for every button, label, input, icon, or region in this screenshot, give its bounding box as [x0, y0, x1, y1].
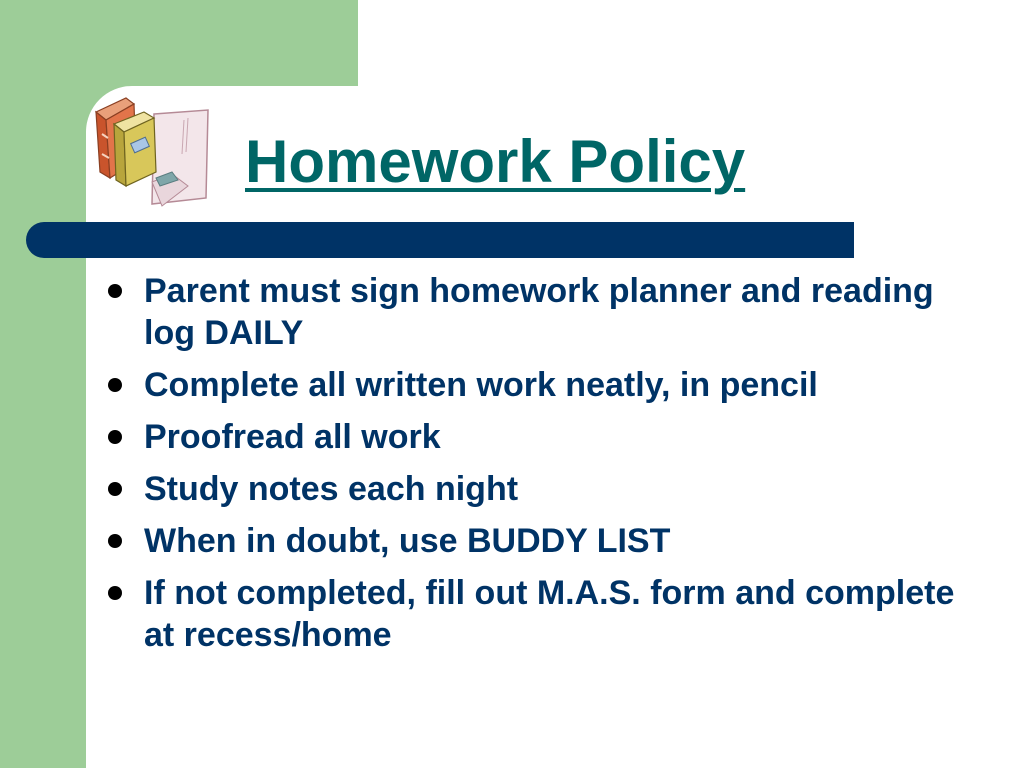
- bullet-dot-icon: [108, 534, 122, 548]
- bullet-item: [108, 572, 988, 656]
- bullet-dot-icon: [108, 482, 122, 496]
- bullet-dot-icon: [108, 284, 122, 298]
- bullet-item: [108, 520, 988, 562]
- bullet-text: If not completed, fill out M.A.S. form and complete at recess/home: [144, 574, 955, 654]
- bullet-dot-icon: [108, 586, 122, 600]
- paper-sheet: [152, 110, 208, 206]
- bullet-list: [108, 270, 988, 666]
- bullet-text: Study notes each night: [144, 470, 519, 508]
- bullet-text: Complete all written work neatly, in pencil: [144, 366, 818, 404]
- bullet-item: [108, 364, 988, 406]
- books-icon: [92, 94, 214, 216]
- slide-title: Homework Policy: [245, 128, 746, 195]
- title-divider-bar: [26, 222, 854, 258]
- bullet-text: Parent must sign homework planner and reading log DAILY: [144, 272, 934, 352]
- bullet-dot-icon: [108, 430, 122, 444]
- bullet-item: [108, 416, 988, 458]
- bullet-item: [108, 270, 988, 354]
- yellow-book: [114, 112, 156, 186]
- bullet-text: When in doubt, use BUDDY LIST: [144, 522, 671, 560]
- bullet-dot-icon: [108, 378, 122, 392]
- bullet-text: Proofread all work: [144, 418, 441, 456]
- bullet-item: [108, 468, 988, 510]
